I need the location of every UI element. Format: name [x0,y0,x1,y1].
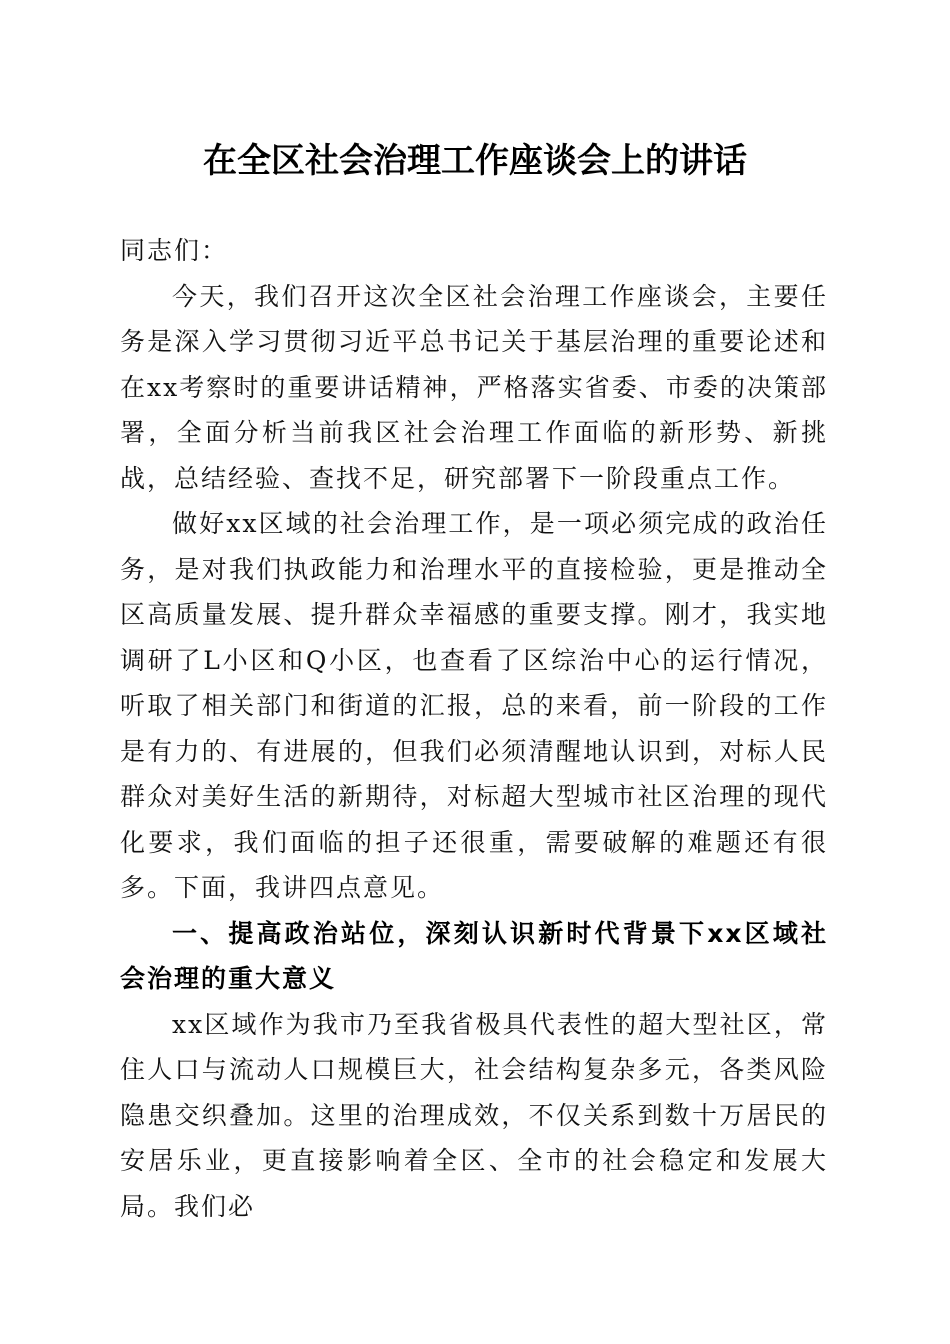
salutation: 同志们： [120,236,229,265]
section-heading: 一、提高政治站位，深刻认识新时代背景下xx区域社会治理的重大意义 [120,918,828,993]
section-paragraph: xx区域作为我市乃至我省极具代表性的超大型社区，常住人口与流动人口规模巨大，社会结构复杂多元，各类风险隐患交织叠加。这里的治理成效，不仅关系到数十万居民的安居乐业，更直接影响着全区、全市的社会稳定和发展大局。我们必 [120,1009,828,1221]
paragraph-overview: 做好xx区域的社会治理工作，是一项必须完成的政治任务，是对我们执政能力和治理水平的直接检验，更是推动全区高质量发展、提升群众幸福感的重要支撑。刚才，我实地调研了L小区和Q小区，也查看了区综治中心的运行情况，听取了相关部门和街道的汇报，总的来看，前一阶段的工作是有力的、有进展的，但我们必须清醒地认识到，对标人民群众对美好生活的新期待，对标超大型城市社区治理的现代化要求，我们面临的担子还很重，需要破解的难题还有很多。下面，我讲四点意见。 [120,509,828,902]
document-title: 在全区社会治理工作座谈会上的讲话 [203,141,747,181]
document-body [120,228,828,1229]
paragraph-opening: 今天，我们召开这次全区社会治理工作座谈会，主要任务是深入学习贯彻习近平总书记关于基层治理的重要论述和在xx考察时的重要讲话精神，严格落实省委、市委的决策部署，全面分析当前我区社会治理工作面临的新形势、新挑战，总结经验、查找不足，研究部署下一阶段重点工作。 [120,281,828,493]
